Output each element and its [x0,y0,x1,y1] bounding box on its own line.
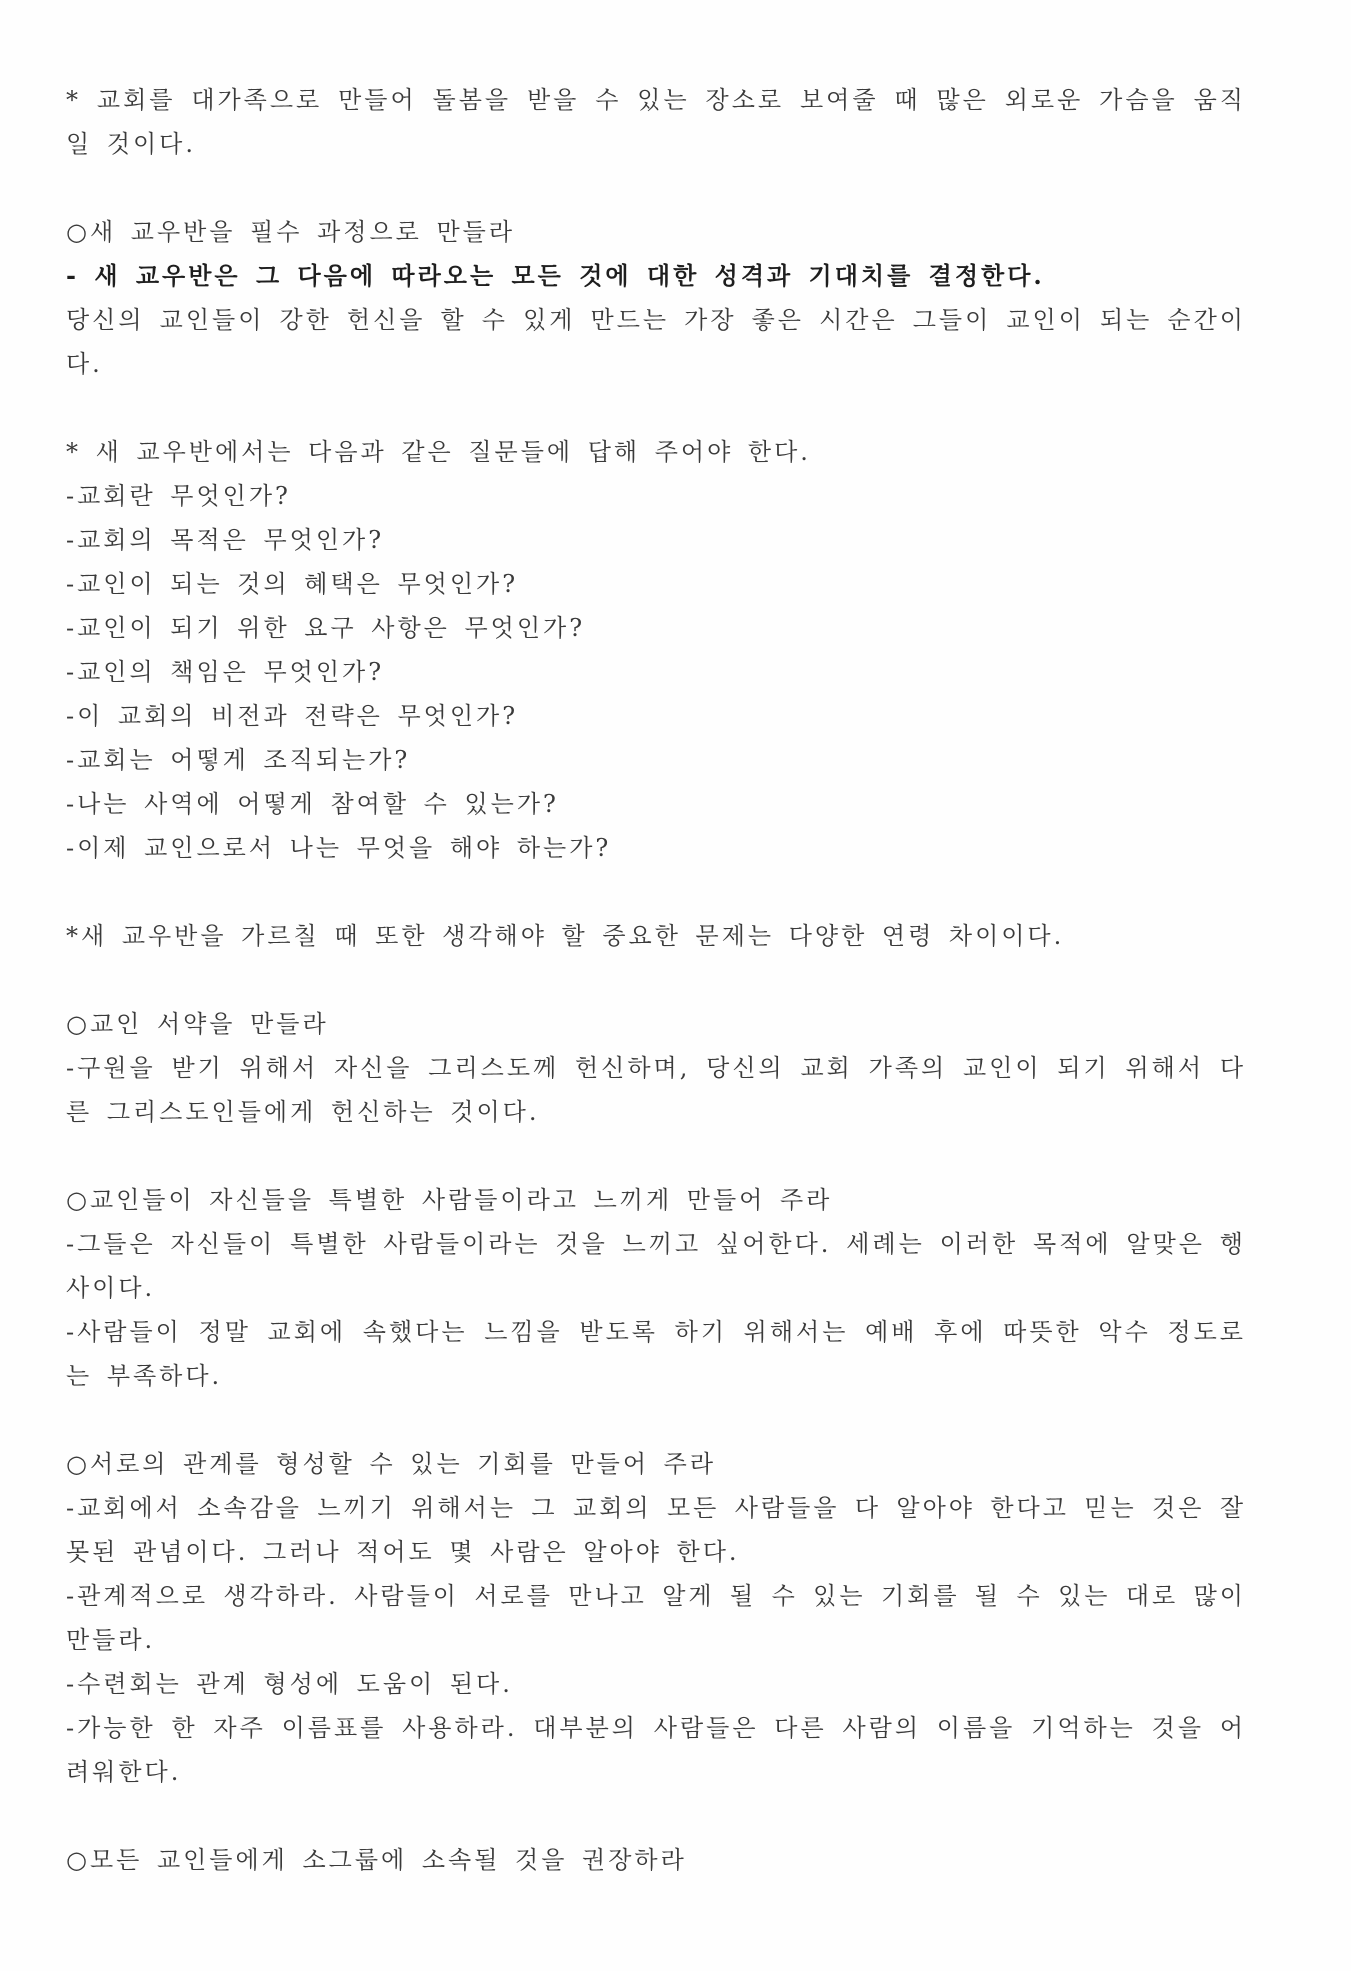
paragraph-think-relationally: -관계적으로 생각하라. 사람들이 서로를 만나고 알게 될 수 있는 기회를 될 수 있는 대로 많이 만들라. [66,1582,1246,1654]
paragraph-gap [66,386,1246,430]
question-item: -교인이 되기 위한 요구 사항은 무엇인가? [66,614,586,642]
paragraph-church-family: * 교회를 대가족으로 만들어 돌봄을 받을 수 있는 장소로 보여줄 때 많은 외로운 가슴을 움직일 것이다. [66,86,1246,158]
paragraph-gap [66,1794,1246,1838]
paragraph-belonging: -교회에서 소속감을 느끼기 위해서는 그 교회의 모든 사람들을 다 알아야 한다고 믿는 것은 잘못된 관념이다. 그러나 적어도 몇 사람은 알아야 한다. [66,1494,1246,1566]
question-item: -나는 사역에 어떻게 참여할 수 있는가? [66,790,559,818]
paragraph-retreats: -수련회는 관계 형성에 도움이 된다. [66,1670,513,1698]
question-item: -교회란 무엇인가? [66,482,291,510]
question-item: -이 교회의 비전과 전략은 무엇인가? [66,702,519,730]
question-item: -교인의 책임은 무엇인가? [66,658,385,686]
questions-intro: * 새 교우반에서는 다음과 같은 질문들에 답해 주어야 한다. [66,438,811,466]
heading-member-covenant: ○교인 서약을 만들라 [66,1010,329,1038]
paragraph-gap [66,1398,1246,1442]
paragraph-gap [66,958,1246,1002]
heading-relationships: ○서로의 관계를 형성할 수 있는 기회를 만들어 주라 [66,1450,717,1478]
heading-feel-special: ○교인들이 자신들을 특별한 사람들이라고 느끼게 만들어 주라 [66,1186,833,1214]
paragraph-name-tags: -가능한 한 자주 이름표를 사용하라. 대부분의 사람들은 다른 사람의 이름을 기억하는 것을 어려워한다. [66,1714,1246,1786]
document-body [66,78,1246,1882]
paragraph-covenant: -구원을 받기 위해서 자신을 그리스도께 헌신하며, 당신의 교회 가족의 교인이 되기 위해서 다른 그리스도인들에게 헌신하는 것이다. [66,1054,1246,1126]
bold-statement: - 새 교우반은 그 다음에 따라오는 모든 것에 대한 성격과 기대치를 결정한다. [66,261,1045,290]
heading-new-member-class: ○새 교우반을 필수 과정으로 만들라 [66,218,516,246]
question-item: -교회는 어떻게 조직되는가? [66,746,411,774]
question-item: -교인이 되는 것의 혜택은 무엇인가? [66,570,519,598]
paragraph-gap [66,166,1246,210]
question-item: -이제 교인으로서 나는 무엇을 해야 하는가? [66,834,612,862]
paragraph-gap [66,1134,1246,1178]
question-item: -교회의 목적은 무엇인가? [66,526,385,554]
heading-small-group: ○모든 교인들에게 소그룹에 소속될 것을 권장하라 [66,1846,687,1874]
paragraph-handshake: -사람들이 정말 교회에 속했다는 느낌을 받도록 하기 위해서는 예배 후에 따뜻한 악수 정도로는 부족하다. [66,1318,1246,1390]
paragraph-baptism: -그들은 자신들이 특별한 사람들이라는 것을 느끼고 싶어한다. 세례는 이러한 목적에 알맞은 행사이다. [66,1230,1246,1302]
paragraph-age-difference: *새 교우반을 가르칠 때 또한 생각해야 할 중요한 문제는 다양한 연령 차이이다. [66,922,1065,950]
paragraph-gap [66,870,1246,914]
paragraph-commitment-moment: 당신의 교인들이 강한 헌신을 할 수 있게 만드는 가장 좋은 시간은 그들이 교인이 되는 순간이다. [66,306,1246,378]
